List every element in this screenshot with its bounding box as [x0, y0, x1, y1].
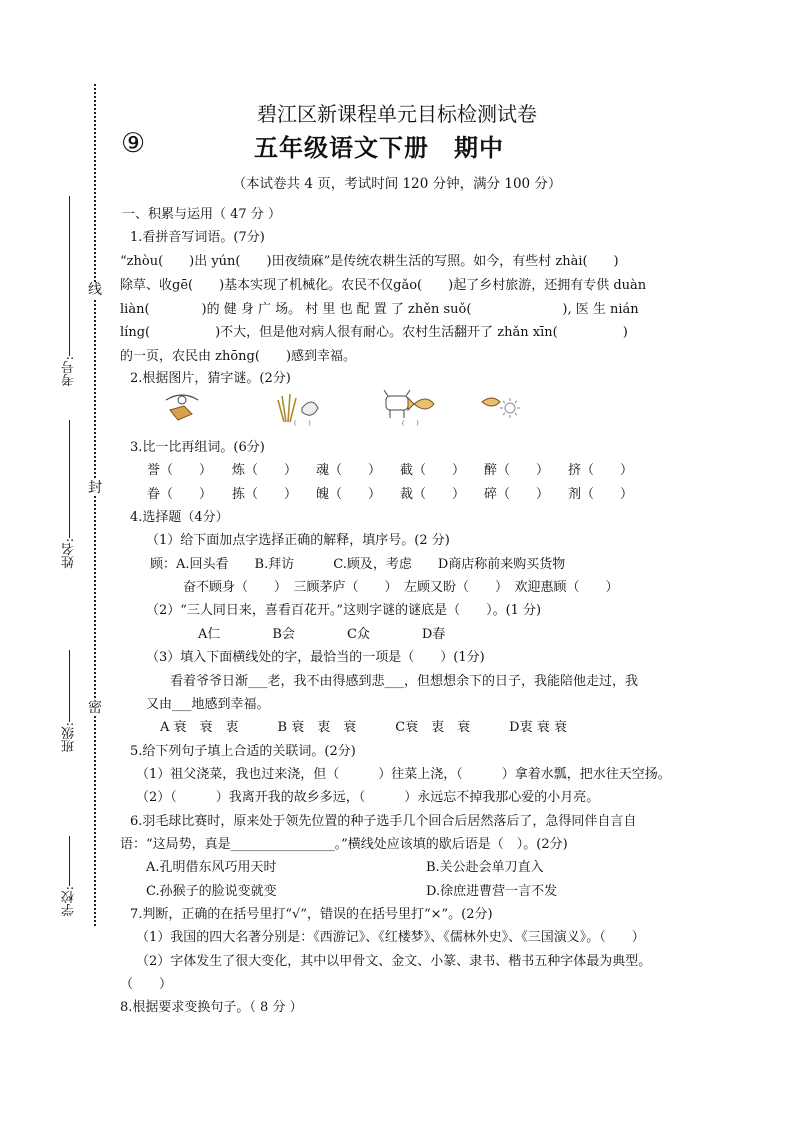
binding-dotted-line	[94, 84, 96, 926]
margin-word-mi: 密	[88, 700, 102, 716]
name-field[interactable]	[58, 420, 80, 568]
q3-item: 挤（ ）	[568, 463, 634, 478]
q1-line-2: 除草、收gē( )基本实现了机械化。农民不仅gǎo( )起了乡村旅游，还拥有专供 duàn	[120, 278, 647, 293]
margin-word-xian: 线	[88, 282, 102, 298]
class-label: 班级:	[61, 722, 77, 753]
q6-option-b: B.关公赴会单刀直入	[426, 860, 544, 875]
q4-sub1: （1）给下面加点字选择正确的解释，填序号。(2 分)	[146, 533, 450, 548]
q5-line-2: （2）（ ）我离开我的故乡多远，（ ）永远忘不掉我那心爱的小月亮。	[136, 790, 600, 805]
q4-sub3-line-1: 看着爷爷日渐___老，我不由得感到悲___，但想想余下的日子，我能陪他走过，我	[170, 674, 639, 689]
q6-line-2: 语：“这局势，真是________________。”横线处应该填的歇后语是（ ）。(2分)	[120, 837, 568, 852]
school-label: 学校:	[61, 886, 77, 917]
q4-gu-items: 奋不顾身（ ） 三顾茅庐（ ） 左顾又盼（ ） 欢迎惠顾（ ）	[183, 580, 619, 595]
name-line	[69, 420, 70, 538]
circled-number-mark: ⑨	[121, 128, 146, 159]
q5-line-1: （1）祖父浇菜，我也过来浇，但（ ）往菜上浇，（ ）拿着水瓢，把水往天空扬。	[136, 767, 671, 782]
q5-title: 5.给下列句子填上合适的关联词。(2分)	[130, 744, 356, 759]
q1-line-4: líng( )不大，但是他对病人很有耐心。农村生活翻开了 zhǎn xīn( )	[120, 325, 628, 340]
q7-line-3: （ ）	[120, 977, 173, 992]
q7-line-2: （2）字体发生了很大变化，其中以甲骨文、金文、小篆、隶书、楷书五种字体最为典型。	[136, 954, 652, 969]
riddle-image-fish-sun	[478, 386, 520, 426]
riddle-image-cow-fish	[380, 386, 440, 426]
svg-text:( ): ( )	[294, 420, 311, 426]
q4-sub2: （2）“三人同日来，喜看百花开。”这则字谜的谜底是（ ）。(1 分)	[146, 603, 542, 618]
q4-gu-options: 顾：A.回头看 B.拜访 C.顾及，考虑 D商店称前来购买货物	[150, 557, 566, 572]
exam-number-field[interactable]	[58, 196, 80, 386]
q4-sub2-options: A仁 B会 C众 D春	[198, 627, 446, 642]
q4-sub3-options: A 衰 衰 衷 B 衰 衷 衰 C衰 衷 衰 D衷 衰 衰	[160, 720, 567, 735]
exam-title: 碧江区新课程单元目标检测试卷	[257, 102, 537, 126]
svg-text:( ): ( )	[402, 420, 419, 426]
section-heading: 一、积累与运用（ 47 分 ）	[122, 207, 281, 222]
q2-title: 2.根据图片，猜字谜。(2分)	[130, 371, 291, 386]
exam-subtitle: 五年级语文下册 期中	[254, 134, 504, 162]
q6-option-c: C.孙猴子的脸说变就变	[146, 884, 277, 899]
q3-item: 眷（ ）	[147, 487, 213, 502]
q3-item: 裁（ ）	[400, 487, 466, 502]
q4-sub3: （3）填入下面横线处的字，最恰当的一项是（ ）(1分)	[146, 650, 485, 665]
exam-note: （本试卷共 4 页，考试时间 120 分钟，满分 100 分）	[232, 176, 562, 192]
q1-line-5: 的一页，农民由 zhōng( )感到幸福。	[120, 349, 357, 364]
class-line	[69, 650, 70, 722]
q7-title: 7.判断，正确的在括号里打“√”，错误的在括号里打“×”。(2分)	[130, 907, 493, 922]
q7-line-1: （1）我国的四大名著分别是：《西游记》、《红楼梦》、《儒林外史》、《三国演义》。（ ）	[136, 930, 645, 945]
q3-item: 碎（ ）	[484, 487, 550, 502]
q4-sub3-line-2: 又由___地感到幸福。	[146, 697, 270, 712]
name-label: 姓名:	[61, 538, 77, 569]
q3-item: 魄（ ）	[316, 487, 382, 502]
q6-line-1: 6.羽毛球比赛时，原来处于领先位置的种子选手几个回合后居然落后了，急得同伴自言自	[130, 814, 637, 829]
q6-option-a: A.孔明借东风巧用天时	[146, 860, 277, 875]
exam-number-label: 考号:	[61, 356, 77, 387]
class-field[interactable]	[58, 650, 80, 752]
q3-item: 拣（ ）	[232, 487, 298, 502]
q1-line-3: liàn( )的 健 身 广 场。 村 里 也 配 置 了 zhěn suǒ( ), 医 生 nián	[120, 302, 639, 317]
q3-item: 截（ ）	[400, 463, 466, 478]
q1-line-1: “zhòu( )出 yún( )田夜绩麻”是传统农耕生活的写照。如今，有些村 zhài( )	[120, 254, 619, 269]
q1-title: 1.看拼音写词语。(7分)	[130, 230, 265, 245]
q6-option-d: D.徐庶进曹营一言不发	[426, 884, 558, 899]
q3-item: 剂（ ）	[568, 487, 634, 502]
riddle-image-grass-hand	[272, 386, 326, 426]
q8-title: 8.根据要求变换句子。（ 8 分 ）	[120, 1000, 303, 1015]
q3-item: 誉（ ）	[147, 463, 213, 478]
riddle-image-eye-hand	[160, 386, 210, 426]
school-field[interactable]	[58, 836, 80, 916]
q3-item: 醉（ ）	[484, 463, 550, 478]
school-line	[69, 836, 70, 886]
q3-item: 魂（ ）	[316, 463, 382, 478]
margin-word-feng: 封	[88, 480, 102, 496]
q4-title: 4.选择题（4分）	[130, 510, 229, 525]
q3-title: 3.比一比再组词。(6分)	[130, 440, 265, 455]
q3-item: 炼（ ）	[232, 463, 298, 478]
exam-number-line	[69, 196, 70, 356]
